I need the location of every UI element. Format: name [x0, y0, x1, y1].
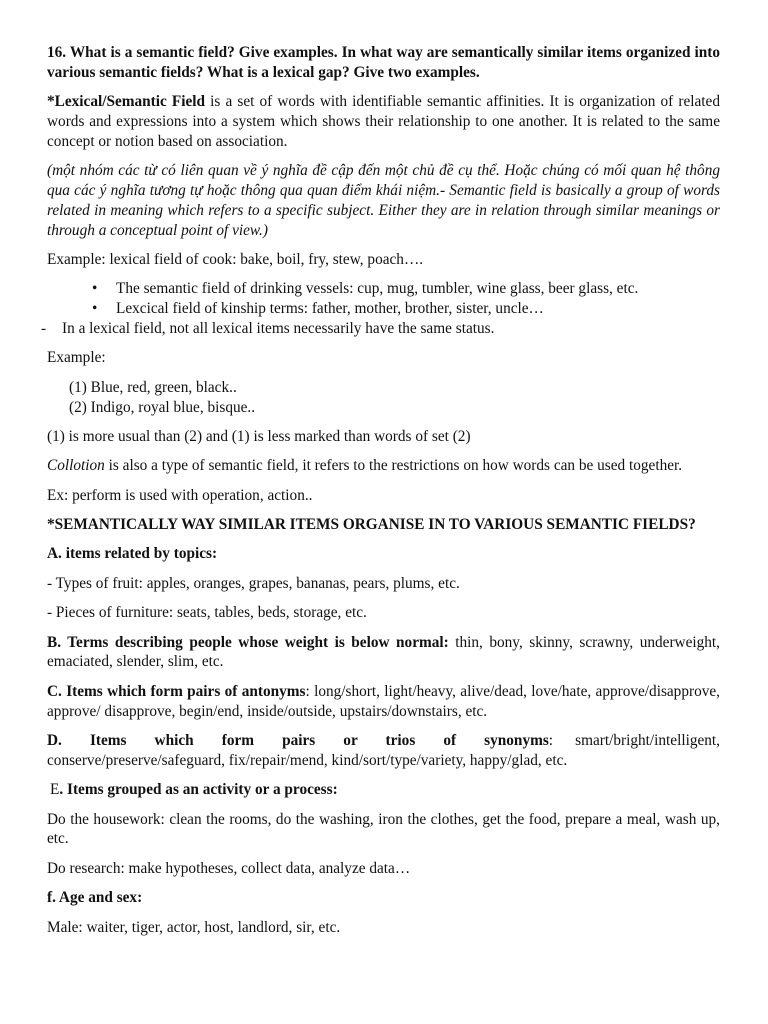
section-a-item: - Types of fruit: apples, oranges, grapes, bananas, pears, plums, etc. [47, 574, 460, 592]
list-item: • Lexcical field of kinship terms: father, mother, brother, sister, uncle… [92, 300, 544, 318]
list-item: • The semantic field of drinking vessels: cup, mug, tumbler, wine glass, beer glass, etc. [92, 280, 639, 298]
definition-text: is a set of words with identifiable semantic affinities. It is organization of related words and expressions into a system which shows their relationship to one another. It is related to the same concept or notion based on association. [47, 93, 720, 150]
question-heading: 16. What is a semantic field? Give examples. In what way are semantically similar items organized into various semantic fields? What is a lexical gap? Give two examples. [47, 44, 720, 81]
numbered-list [47, 378, 720, 418]
section-e-item: Do the housework: clean the rooms, do the washing, iron the clothes, get the food, prepare a meal, wash up, etc. [47, 810, 720, 848]
example-perform: Ex: perform is used with operation, action.. [47, 486, 313, 504]
document-page [41, 43, 720, 947]
section-b: B. Terms describing people whose weight is below normal: thin, bony, skinny, scrawny, underweight, emaciated, slender, slim, etc. [47, 633, 720, 671]
comparison-text: (1) is more usual than (2) and (1) is less marked than words of set (2) [47, 427, 471, 445]
definition-term: *Lexical/Semantic Field [47, 93, 206, 111]
section-f-heading: f. Age and sex: [47, 889, 143, 907]
collocation-term: Collotion [47, 457, 105, 475]
bullet-icon: • [92, 300, 98, 318]
list-item: (1) Blue, red, green, black.. [69, 378, 237, 396]
section-heading: *SEMANTICALLY WAY SIMILAR ITEMS ORGANISE IN TO VARIOUS SEMANTIC FIELDS? [47, 516, 696, 534]
section-d: D. Items which form pairs or trios of synonyms: smart/bright/intelligent, conserve/preserve/safeguard, fix/repair/mend, kind/sort/type/variety, happy/glad, etc. [47, 732, 720, 769]
dash-note: - In a lexical field, not all lexical items necessarily have the same status. [41, 319, 495, 337]
bullet-list [47, 279, 720, 319]
bullet-icon: • [92, 280, 98, 298]
section-e-heading: E. Items grouped as an activity or a process: [50, 781, 338, 799]
section-f-item: Male: waiter, tiger, actor, host, landlord, sir, etc. [47, 918, 341, 936]
section-a-item: - Pieces of furniture: seats, tables, beds, storage, etc. [47, 604, 367, 622]
section-e-item: Do research: make hypotheses, collect data, analyze data… [47, 859, 411, 877]
example-cook: Example: lexical field of cook: bake, boil, fry, stew, poach…. [47, 250, 424, 268]
dash-icon: - [41, 319, 47, 337]
list-item: (2) Indigo, royal blue, bisque.. [69, 398, 256, 416]
definition-paragraph [47, 92, 720, 151]
section-a-heading: A. items related by topics: [47, 545, 218, 563]
section-c: C. Items which form pairs of antonyms: long/short, light/heavy, alive/dead, love/hate, approve/disapprove, approve/ disapprove, begin/end, inside/outside, upstairs/downstairs, etc. [47, 682, 720, 720]
collocation-paragraph: Collotion is also a type of semantic field, it refers to the restrictions on how words can be used together. [47, 457, 683, 475]
example-label: Example: [47, 349, 106, 367]
vietnamese-note: (một nhóm các từ có liên quan về ý nghĩa đề cập đến một chủ đề cụ thể. Hoặc chúng có mối quan hệ thông qua các ý nghĩa tương tự hoặc thông qua quan điểm khái niệm.- Semantic field is basically a group of words related in meaning which refers to a specific subject. Either they are in relation through similar meanings or through a conceptual point of view.) [47, 162, 720, 239]
